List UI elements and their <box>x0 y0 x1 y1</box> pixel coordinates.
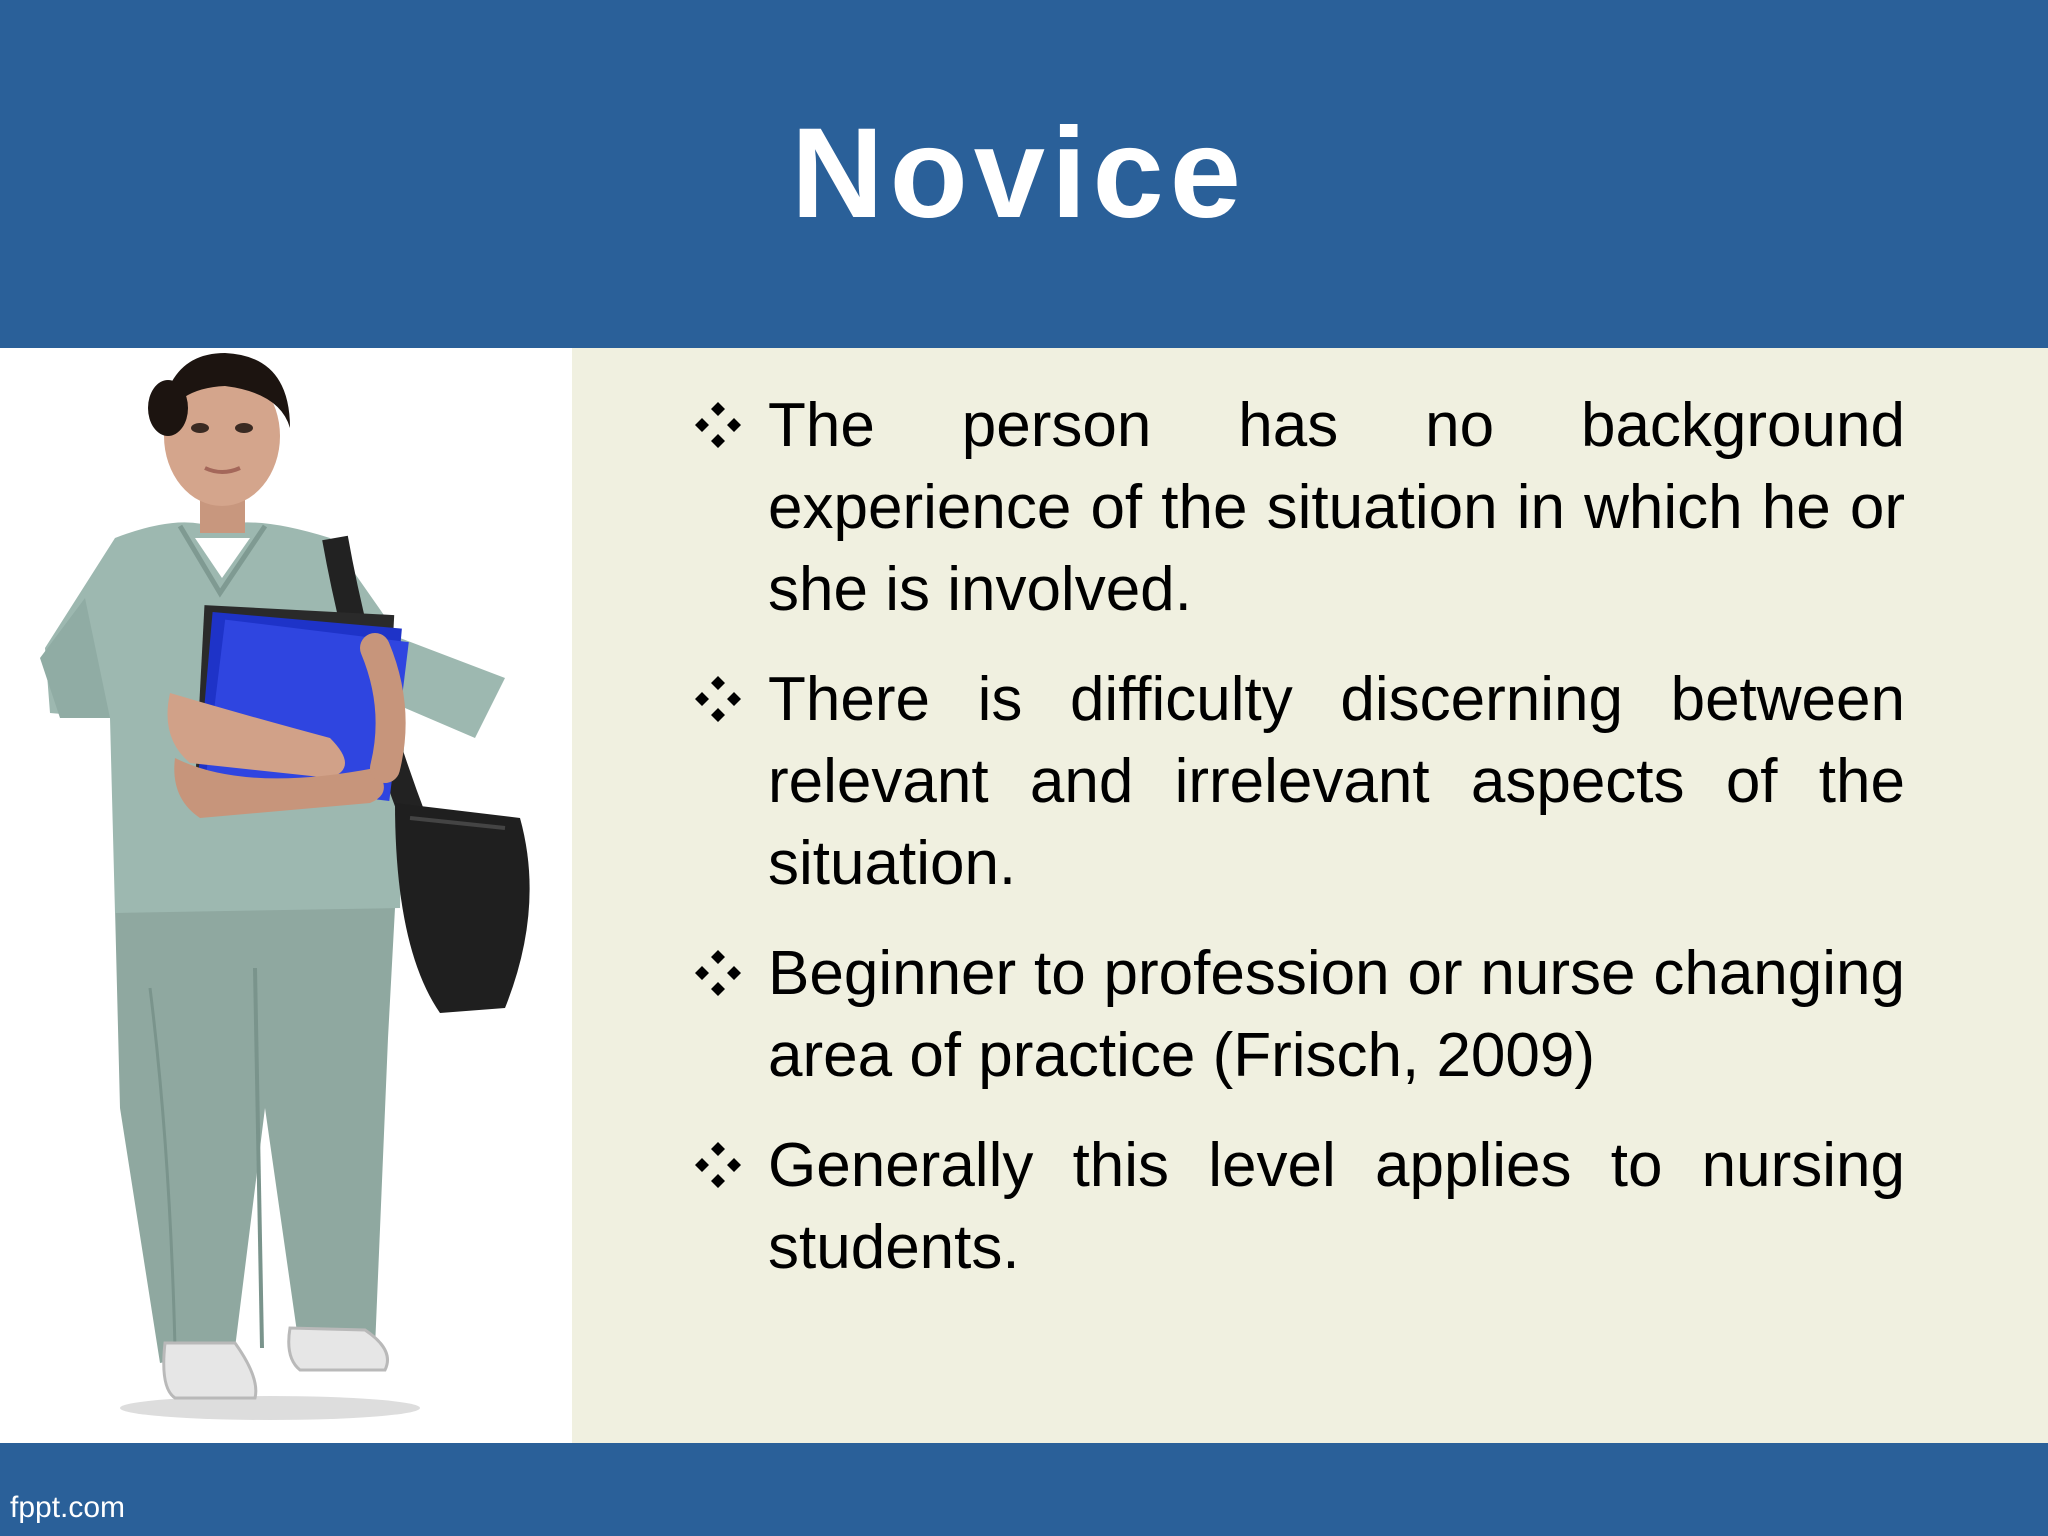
four-diamond-bullet-icon <box>692 673 744 725</box>
four-diamond-bullet-icon <box>692 399 744 451</box>
bullet-item <box>690 933 1905 1097</box>
bullet-text: Beginner to profession or nurse changing area of practice (Frisch, 2009) <box>768 939 1905 1090</box>
bullet-item <box>690 385 1905 631</box>
nurse-photo <box>0 348 572 1446</box>
bullet-text: The person has no background experience of the situation in which he or she is involved. <box>768 391 1905 624</box>
bullet-text: There is difficulty discerning between relevant and irrelevant aspects of the situation. <box>768 665 1905 898</box>
footer-brand: fppt.com <box>10 1491 126 1524</box>
bullet-item <box>690 1125 1905 1289</box>
nurse-illustration <box>0 348 572 1446</box>
footer-bar <box>0 1443 2048 1536</box>
four-diamond-bullet-icon <box>692 947 744 999</box>
bullet-item <box>690 659 1905 905</box>
bullet-list <box>690 385 1905 1317</box>
slide-title: Novice <box>791 102 1247 245</box>
four-diamond-bullet-icon <box>692 1139 744 1191</box>
bullet-text: Generally this level applies to nursing students. <box>768 1131 1905 1282</box>
